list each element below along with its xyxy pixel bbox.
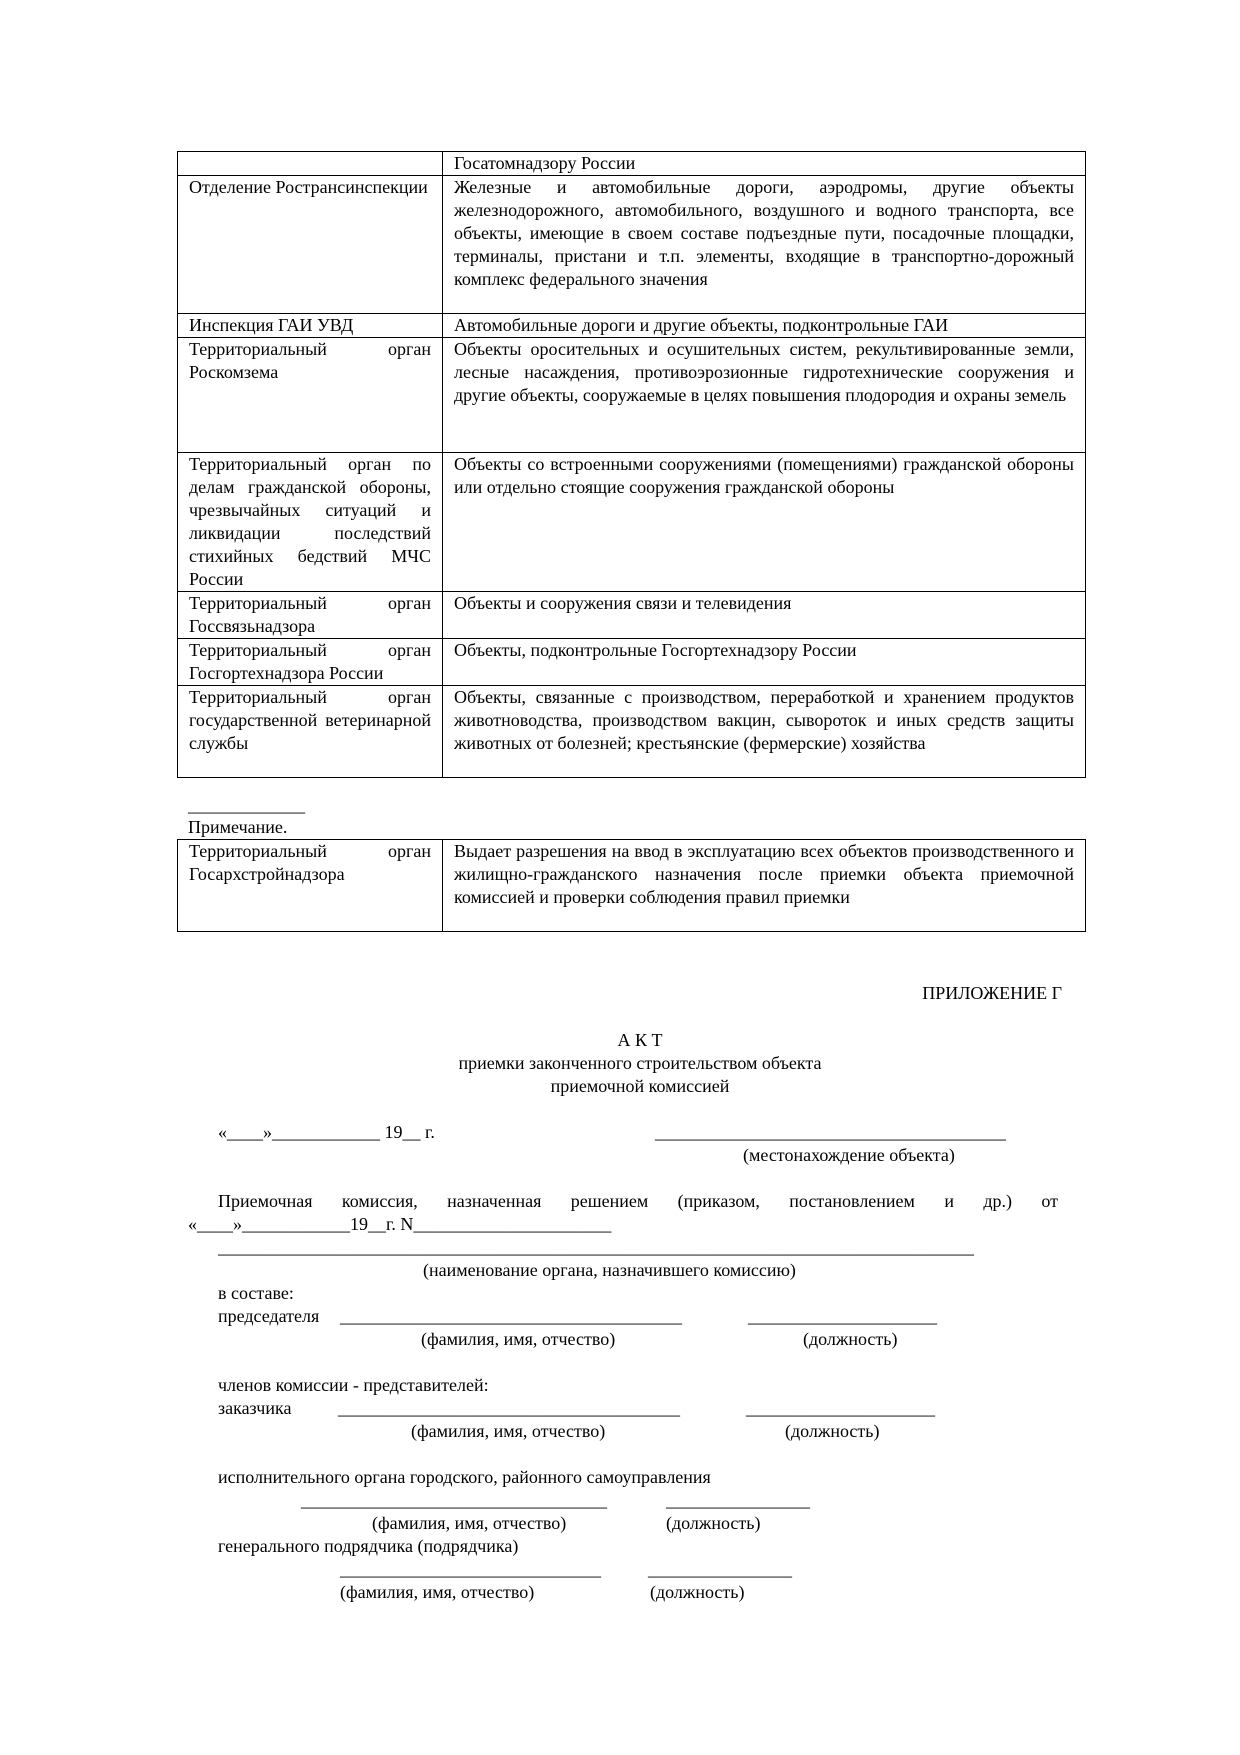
chairman-position-line: _____________________ [748,1306,937,1326]
table-row [178,840,1086,932]
chairman-fio-caption: (фамилия, имя, отчество) [421,1329,616,1349]
act-subtitle-2: приемочной комиссией [550,1076,730,1096]
objects-cell: Объекты со встроенными сооружениями (помещениями) гражданской обороны или отдельно стоящие сооружения гражданской обороны [443,453,1086,592]
in-composition-label: в составе: [218,1283,294,1303]
table-row [178,152,1086,176]
chairman-position-caption: (должность) [803,1329,898,1349]
inspection-bodies-table [177,151,1086,778]
contractor-name-line: _____________________________ [340,1559,601,1579]
table-row [178,639,1086,686]
objects-cell: Госатомнадзору России [443,152,1086,176]
table-row [178,338,1086,453]
act-title: А К Т [617,1030,663,1050]
customer-position-caption: (должность) [785,1421,880,1441]
executive-position-caption: (должность) [666,1513,761,1533]
executive-name-line: __________________________________ [301,1490,607,1510]
objects-cell: Выдает разрешения на ввод в эксплуатацию всех объектов производственного и жилищно-гражданского назначения после приемки объекта приемочной комиссией и проверки соблюдения правил приемки [443,840,1086,932]
customer-name-line: ______________________________________ [338,1398,680,1418]
members-label: членов комиссии - представителей: [218,1375,489,1395]
executive-label: исполнительного органа городского, районного самоуправления [218,1467,711,1487]
chairman-name-line: ______________________________________ [340,1306,682,1326]
executive-position-line: ________________ [666,1490,810,1510]
organ-line: ____________________________________________________________________________________ [218,1237,974,1257]
org-cell: Территориальный орган государственной ветеринарной службы [178,686,443,778]
table-row [178,314,1086,338]
location-line: _______________________________________ [655,1122,1006,1142]
org-cell: Территориальный орган Госгортехнадзора России [178,639,443,686]
note-label: Примечание. [188,817,288,837]
contractor-position-line: ________________ [648,1559,792,1579]
organ-caption: (наименование органа, назначившего комиссию) [423,1260,796,1280]
location-caption: (местонахождение объекта) [743,1145,955,1165]
objects-cell: Объекты, связанные с производством, переработкой и хранением продуктов животноводства, производством вакцин, сывороток и иных средств защиты животных от болезней; крестьянские (фермерские) хозяйства [443,686,1086,778]
table-row [178,686,1086,778]
org-cell: Отделение Ространсинспекции [178,176,443,314]
org-cell: Инспекция ГАИ УВД [178,314,443,338]
org-cell: Территориальный орган Роскомзема [178,338,443,453]
table-row [178,592,1086,639]
table-row [178,176,1086,314]
customer-label: заказчика [218,1398,292,1418]
objects-cell: Автомобильные дороги и другие объекты, подконтрольные ГАИ [443,314,1086,338]
table-row [178,453,1086,592]
objects-cell: Объекты и сооружения связи и телевидения [443,592,1086,639]
org-cell: Территориальный орган Госархстройнадзора [178,840,443,932]
note-separator: _____________ [188,795,305,815]
executive-fio-caption: (фамилия, имя, отчество) [372,1513,567,1533]
commission-date: «____»____________19__г. N______________________ [188,1214,612,1234]
org-cell: Территориальный орган Госсвязьнадзора [178,592,443,639]
customer-fio-caption: (фамилия, имя, отчество) [411,1421,606,1441]
org-cell: Территориальный орган по делам гражданской обороны, чрезвычайных ситуаций и ликвидации последствий стихийных бедствий МЧС России [178,453,443,592]
appendix-heading: ПРИЛОЖЕНИЕ Г [922,983,1062,1003]
contractor-fio-caption: (фамилия, имя, отчество) [340,1582,535,1602]
objects-cell: Объекты, подконтрольные Госгортехнадзору России [443,639,1086,686]
gosarkhstroinadzor-table [177,839,1086,932]
act-subtitle-1: приемки законченного строительством объекта [458,1053,822,1073]
chairman-label: председателя [218,1306,320,1326]
contractor-label: генерального подрядчика (подрядчика) [218,1536,519,1556]
act-date-line: «____»____________ 19__ г. [218,1122,435,1142]
contractor-position-caption: (должность) [650,1582,745,1602]
objects-cell: Объекты оросительных и осушительных систем, рекультивированные земли, лесные насаждения, противоэрозионные гидротехнические сооружения и другие объекты, сооружаемые в целях повышения плодородия и охраны земель [443,338,1086,453]
customer-position-line: _____________________ [746,1398,935,1418]
objects-cell: Железные и автомобильные дороги, аэродромы, другие объекты железнодорожного, автомобильного, воздушного и водного транспорта, все объекты, имеющие в своем составе подъездные пути, посадочные площадки, терминалы, пристани и т.п. элементы, входящие в транспортно-дорожный комплекс федерального значения [443,176,1086,314]
org-cell [178,152,443,176]
commission-text: Приемочная комиссия, назначенная решением (приказом, постановлением и др.) от [218,1191,1058,1211]
